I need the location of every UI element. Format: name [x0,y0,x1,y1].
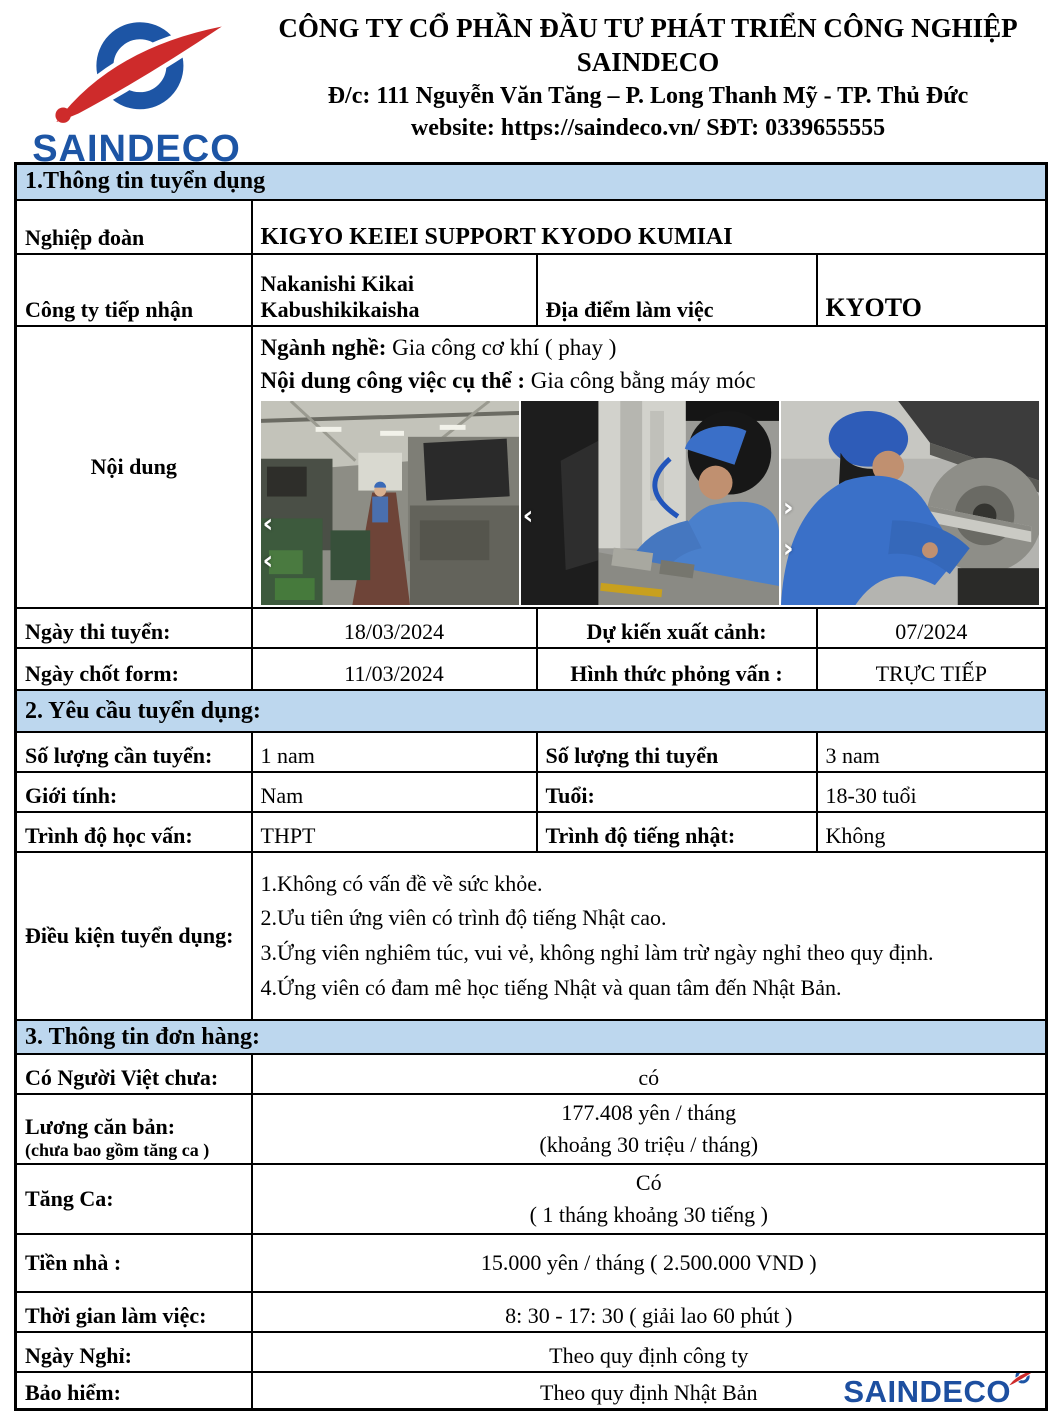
base-salary-value-line1: 177.408 yên / tháng [561,1100,737,1126]
exam-quantity-value: 3 nam [817,732,1047,772]
saindeco-logo-icon [34,6,239,134]
conditions-label: Điều kiện tuyển dụng: [16,852,252,1020]
cnc-operator-photo [521,401,779,605]
company-header-text [249,6,1047,144]
carousel-left-icon: › [782,533,794,564]
working-hours-label: Thời gian làm việc: [16,1292,252,1332]
base-salary-value-cell [252,1094,1047,1164]
workshop-interior-illustration [261,401,519,605]
base-salary-label: Lương căn bản: [25,1114,176,1140]
content-cell [252,326,1047,609]
cnc-operator-illustration [521,401,779,605]
section3-title: 3. Thông tin đơn hàng: [16,1020,1047,1054]
logo-wordmark: SAINDECO [32,128,241,170]
interview-type-label: Hình thức phỏng vấn : [537,648,817,690]
work-location-value: KYOTO [817,254,1047,326]
overtime-value-line1: Có [635,1169,662,1195]
workshop-interior-photo [261,401,519,605]
condition-item: 1.Không có vấn đề về sức khỏe. [260,870,543,896]
union-label: Nghiệp đoàn [16,200,252,254]
company-name-line2: SAINDECO [576,46,720,77]
vietnamese-present-label: Có Người Việt chưa: [16,1054,252,1094]
lathe-operator-illustration [781,401,1039,605]
union-value: KIGYO KEIEI SUPPORT KYODO KUMIAI [252,200,1047,254]
departure-label: Dự kiến xuất cảnh: [537,608,817,648]
receiving-company-label: Công ty tiếp nhận [16,254,252,326]
overtime-value-line2: ( 1 tháng khoảng 30 tiếng ) [529,1201,768,1227]
watermark-wordmark: SAINDECO [843,1374,1012,1410]
exam-date-label: Ngày thi tuyển: [16,608,252,648]
form-deadline-label: Ngày chốt form: [16,648,252,690]
days-off-label: Ngày Nghỉ: [16,1332,252,1372]
conditions-list [261,867,1038,1006]
working-hours-value: 8: 30 - 17: 30 ( giải lao 60 phút ) [252,1292,1047,1332]
housing-label: Tiền nhà : [16,1234,252,1292]
exam-date-value: 18/03/2024 [252,608,537,648]
section2-title: 2. Yêu cầu tuyển dụng: [16,690,1047,732]
exam-quantity-label: Số lượng thi tuyển [537,732,817,772]
departure-value: 07/2024 [817,608,1047,648]
section1-title: 1.Thông tin tuyển dụng [16,164,1047,200]
gender-value: Nam [252,772,537,812]
photo-strip [261,401,1040,605]
quantity-value: 1 nam [252,732,537,772]
age-label: Tuổi: [537,772,817,812]
overtime-label: Tăng Ca: [16,1164,252,1234]
work-location-label: Địa điểm làm việc [537,254,817,326]
base-salary-value-line2: (khoảng 30 triệu / tháng) [539,1132,759,1158]
company-website-phone: website: https://saindeco.vn/ SĐT: 0339655555 [410,114,886,141]
insurance-value: Theo quy định Nhật Bản [540,1380,758,1406]
job-description-label: Nội dung công việc cụ thể : [260,367,525,393]
education-label: Trình độ học vấn: [16,812,252,852]
carousel-left-icon: › [782,493,794,524]
content-label: Nội dung [16,326,252,609]
condition-item: 2.Ưu tiên ứng viên có trình độ tiếng Nhật cao. [260,905,667,931]
base-salary-label-cell [16,1094,252,1164]
education-value: THPT [252,812,537,852]
condition-item: 3.Ứng viên nghiêm túc, vui vẻ, không nghỉ làm trừ ngày nghỉ theo quy định. [260,940,934,966]
interview-type-value: TRỰC TIẾP [817,648,1047,690]
quantity-label: Số lượng cần tuyển: [16,732,252,772]
insurance-label: Bảo hiểm: [16,1372,252,1410]
receiving-company-value: Nakanishi Kikai Kabushikikaisha [252,254,537,326]
base-salary-sublabel: (chưa bao gồm tăng ca ) [25,1140,210,1161]
overtime-value-cell [252,1164,1047,1234]
housing-value: 15.000 yên / tháng ( 2.500.000 VND ) [252,1234,1047,1292]
conditions-cell [252,852,1047,1020]
japanese-level-label: Trình độ tiếng nhật: [537,812,817,852]
carousel-left-icon: ‹ [262,546,274,577]
gender-label: Giới tính: [16,772,252,812]
job-description-value: Gia công bằng máy móc [525,367,756,393]
condition-item: 4.Ứng viên có đam mê học tiếng Nhật và quan tâm đến Nhật Bản. [260,974,842,1000]
lathe-operator-photo [781,401,1039,605]
insurance-value-cell [252,1372,1047,1410]
industry-label: Ngành nghề: [260,334,387,360]
carousel-left-icon: ‹ [522,501,534,532]
form-deadline-value: 11/03/2024 [252,648,537,690]
company-name-line1: CÔNG TY CỔ PHẦN ĐẦU TƯ PHÁT TRIỂN CÔNG NGHIỆP [278,13,1018,43]
company-address: Đ/c: 111 Nguyễn Văn Tăng – P. Long Thanh Mỹ - TP. Thủ Đức [327,82,969,109]
saindeco-watermark [843,1374,1037,1410]
industry-value: Gia công cơ khí ( phay ) [386,334,617,360]
age-value: 18-30 tuổi [817,772,1047,812]
vietnamese-present-value: có [252,1054,1047,1094]
company-header [0,0,1059,170]
carousel-left-icon: ‹ [262,509,274,540]
recruitment-table [14,162,1048,1411]
company-logo [24,6,249,171]
japanese-level-value: Không [817,812,1047,852]
days-off-value: Theo quy định công ty [252,1332,1047,1372]
job-line [261,364,1040,397]
industry-line [261,331,1040,364]
saindeco-logo-icon [1007,1372,1037,1395]
